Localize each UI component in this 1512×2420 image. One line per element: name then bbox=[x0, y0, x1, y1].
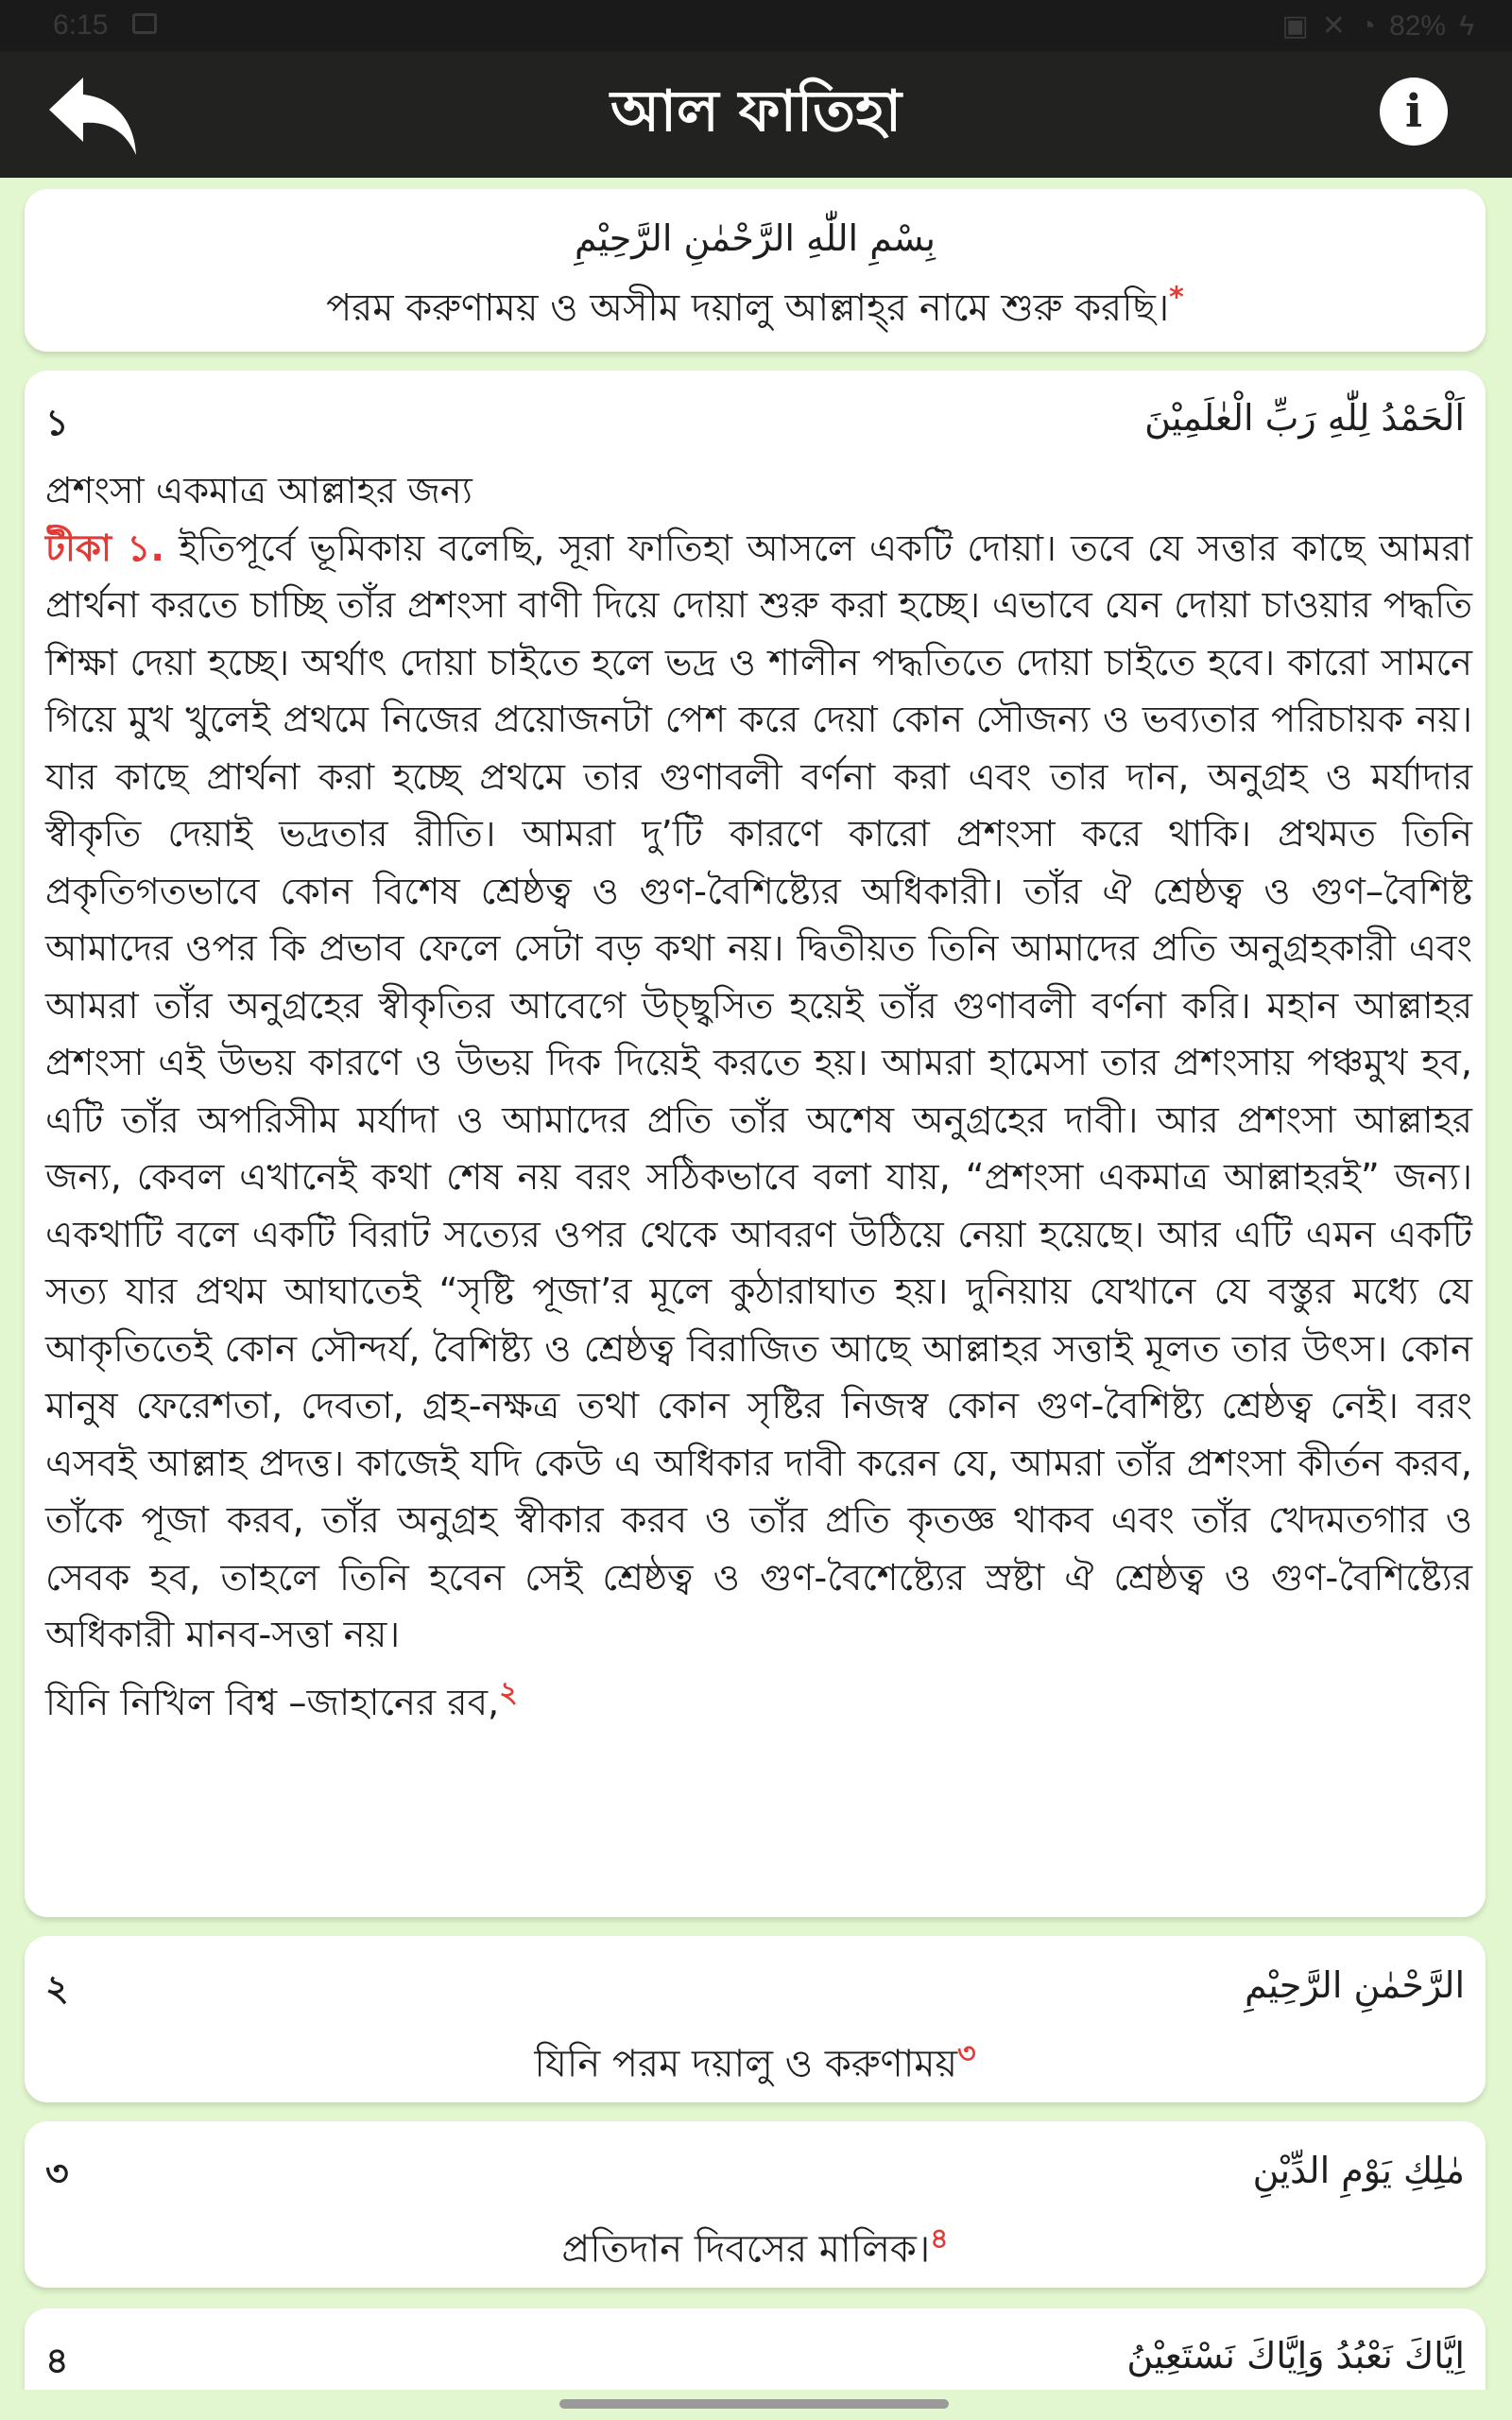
info-icon: i bbox=[1404, 85, 1423, 138]
ayah-commentary bbox=[45, 463, 1472, 1732]
status-bar bbox=[0, 0, 1512, 51]
footnote-marker[interactable]: ২ bbox=[499, 1675, 518, 1709]
ayah-translation-text: যিনি পরম দয়ালু ও করুণাময় bbox=[534, 2042, 958, 2086]
ayah-card-3 bbox=[25, 2121, 1486, 2288]
ayah-number: ৩ bbox=[45, 2152, 69, 2194]
ayah-translation bbox=[25, 2031, 1486, 2097]
ayah-arabic: اَلْحَمْدُ لِلّٰهِ رَبِّ الْعٰلَمِيْنَ bbox=[1144, 397, 1465, 439]
note-label: টীকা ১. bbox=[45, 527, 165, 570]
page-title: আল ফাতিহা bbox=[610, 78, 902, 145]
footnote-marker[interactable]: * bbox=[1169, 281, 1184, 315]
status-icons bbox=[1281, 9, 1474, 43]
wifi-icon: ◔ bbox=[1358, 9, 1377, 42]
info-button[interactable] bbox=[1380, 78, 1448, 146]
ayah-arabic: الرَّحْمٰنِ الرَّحِيْمِ bbox=[1245, 1964, 1465, 2006]
footnote-marker[interactable]: ৪ bbox=[930, 2222, 949, 2256]
ayah-translation bbox=[25, 2216, 1486, 2282]
bismillah-translation-text: পরম করুণাময় ও অসীম দয়ালু আল্লাহ্‌র নামে শুরু করছি। bbox=[326, 286, 1170, 330]
status-time: 6:15 bbox=[53, 9, 109, 41]
gallery-notification-icon bbox=[132, 13, 157, 34]
charging-icon: ϟ bbox=[1459, 9, 1474, 42]
tafsir-note bbox=[45, 521, 1472, 1665]
footnote-marker[interactable]: ৩ bbox=[957, 2037, 976, 2070]
battery-saver-icon: ▣ bbox=[1281, 10, 1309, 42]
app-bar bbox=[0, 51, 1512, 178]
ayah-arabic: اِيَّاكَ نَعْبُدُ وَاِيَّاكَ نَسْتَعِيْنُ bbox=[1126, 2335, 1465, 2377]
battery-percent: 82% bbox=[1389, 9, 1447, 42]
bismillah-translation bbox=[25, 278, 1486, 341]
home-handle[interactable] bbox=[559, 2399, 949, 2409]
ayah-number: ৪ bbox=[45, 2340, 69, 2381]
ayah-translation-text: যিনি নিখিল বিশ্ব –জাহানের রব, bbox=[45, 1681, 500, 1724]
gesture-nav-bar bbox=[0, 2390, 1512, 2420]
ayah-arabic: مٰلِكِ يَوْمِ الدِّيْنِ bbox=[1252, 2150, 1465, 2191]
ayah-heading: প্রশংসা একমাত্র আল্লাহর জন্য bbox=[45, 470, 472, 512]
mute-icon: ✕ bbox=[1321, 10, 1346, 42]
ayah-number: ২ bbox=[45, 1967, 69, 2009]
ayah-translation-text: প্রতিদান দিবসের মালিক। bbox=[561, 2227, 931, 2272]
ayah-card-2 bbox=[25, 1936, 1486, 2102]
ayah-card-1 bbox=[25, 371, 1486, 1917]
bismillah-card bbox=[25, 189, 1486, 352]
note-text: ইতিপূর্বে ভূমিকায় বলেছি, সূরা ফাতিহা আসলে একটি দোয়া। তবে যে সত্তার কাছে আমরা প্রার্থনা করতে চাচ্ছি তাঁর প্রশংসা বাণী দিয়ে দোয়া শুরু করা হচ্ছে। এভাবে যেন দোয়া চাওয়ার পদ্ধতি শিক্ষা দেয়া হচ্ছে। অর্থাৎ দোয়া চাইতে হলে ভদ্র ও শালীন পদ্ধতিতে দোয়া চাইতে হবে। কারো সামনে গিয়ে মুখ খুলেই প্রথমে নিজের প্রয়োজনটা পেশ করে দেয়া কোন সৌজন্য ও ভব্যতার পরিচায়ক নয়। যার কাছে প্রার্থনা করা হচ্ছে প্রথমে তার গুণাবলী বর্ণনা করা এবং তার দান, অনুগ্রহ ও মর্যাদার স্বীকৃতি দেয়াই ভদ্রতার রীতি। আমরা দু’টি কারণে কারো প্রশংসা করে থাকি। প্রথমত তিনি প্রকৃতিগতভাবে কোন বিশেষ শ্রেষ্ঠত্ব ও গুণ-বৈশিষ্ট্যের অধিকারী। তাঁর ঐ শ্রেষ্ঠত্ব ও গুণ–বৈশিষ্ট আমাদের ওপর কি প্রভাব ফেলে সেটা বড় কথা নয়। দ্বিতীয়ত তিনি আমাদের প্রতি অনুগ্রহকারী এবং আমরা তাঁর অনুগ্রহের স্বীকৃতির আবেগে উচ্ছ্বসিত হয়েই তাঁর গুণাবলী বর্ণনা করি। মহান আল্লাহর প্রশংসা এই উভয় কারণে ও উভয় দিক দিয়েই করতে হয়। আমরা হামেসা তার প্রশংসায় পঞ্চমুখ হব, এটি তাঁর অপরিসীম মর্যাদা ও আমাদের প্রতি তাঁর অশেষ অনুগ্রহের দাবী। আর প্রশংসা আল্লাহর জন্য, কেবল এখানেই কথা শেষ নয় বরং সঠিকভাবে বলা যায়, “প্রশংসা একমাত্র আল্লাহরই” জন্য। একথাটি বলে একটি বিরাট সত্যের ওপর থেকে আবরণ উঠিয়ে নেয়া হয়েছে। আর এটি এমন একটি সত্য যার প্রথম আঘাতেই “সৃষ্টি পূজা’র মূলে কুঠারাঘাত হয়। দুনিয়ায় যেখানে যে বস্তুর মধ্যে যে আকৃতিতেই কোন সৌন্দর্য, বৈশিষ্ট্য ও শ্রেষ্ঠত্ব বিরাজিত আছে আল্লাহর সত্তাই মূলত তার উৎস। কোন মানুষ ফেরেশতা, দেবতা, গ্রহ-নক্ষত্র তথা কোন সৃষ্টির নিজস্ব কোন গুণ-বৈশিষ্ট্য শ্রেষ্ঠত্ব নেই। বরং এসবই আল্লাহ প্রদত্ত। কাজেই যদি কেউ এ অধিকার দাবী করেন যে, আমরা তাঁর প্রশংসা কীর্তন করব, তাঁকে পূজা করব, তাঁর অনুগ্রহ স্বীকার করব ও তাঁর প্রতি কৃতজ্ঞ থাকব এবং তাঁর খেদমতগার ও সেবক হব, তাহলে তিনি হবেন সেই শ্রেষ্ঠত্ব ও গুণ-বৈশেষ্ট্যের স্রষ্টা ঐ শ্রেষ্ঠত্ব ও গুণ-বৈশিষ্ট্যের অধিকারী মানব-সত্তা নয়। bbox=[45, 527, 1472, 1656]
ayah-translation bbox=[45, 1665, 1472, 1732]
bismillah-arabic: بِسْمِ اللّٰهِ الرَّحْمٰنِ الرَّحِيْمِ bbox=[575, 217, 936, 259]
ayah-number: ১ bbox=[45, 402, 69, 443]
